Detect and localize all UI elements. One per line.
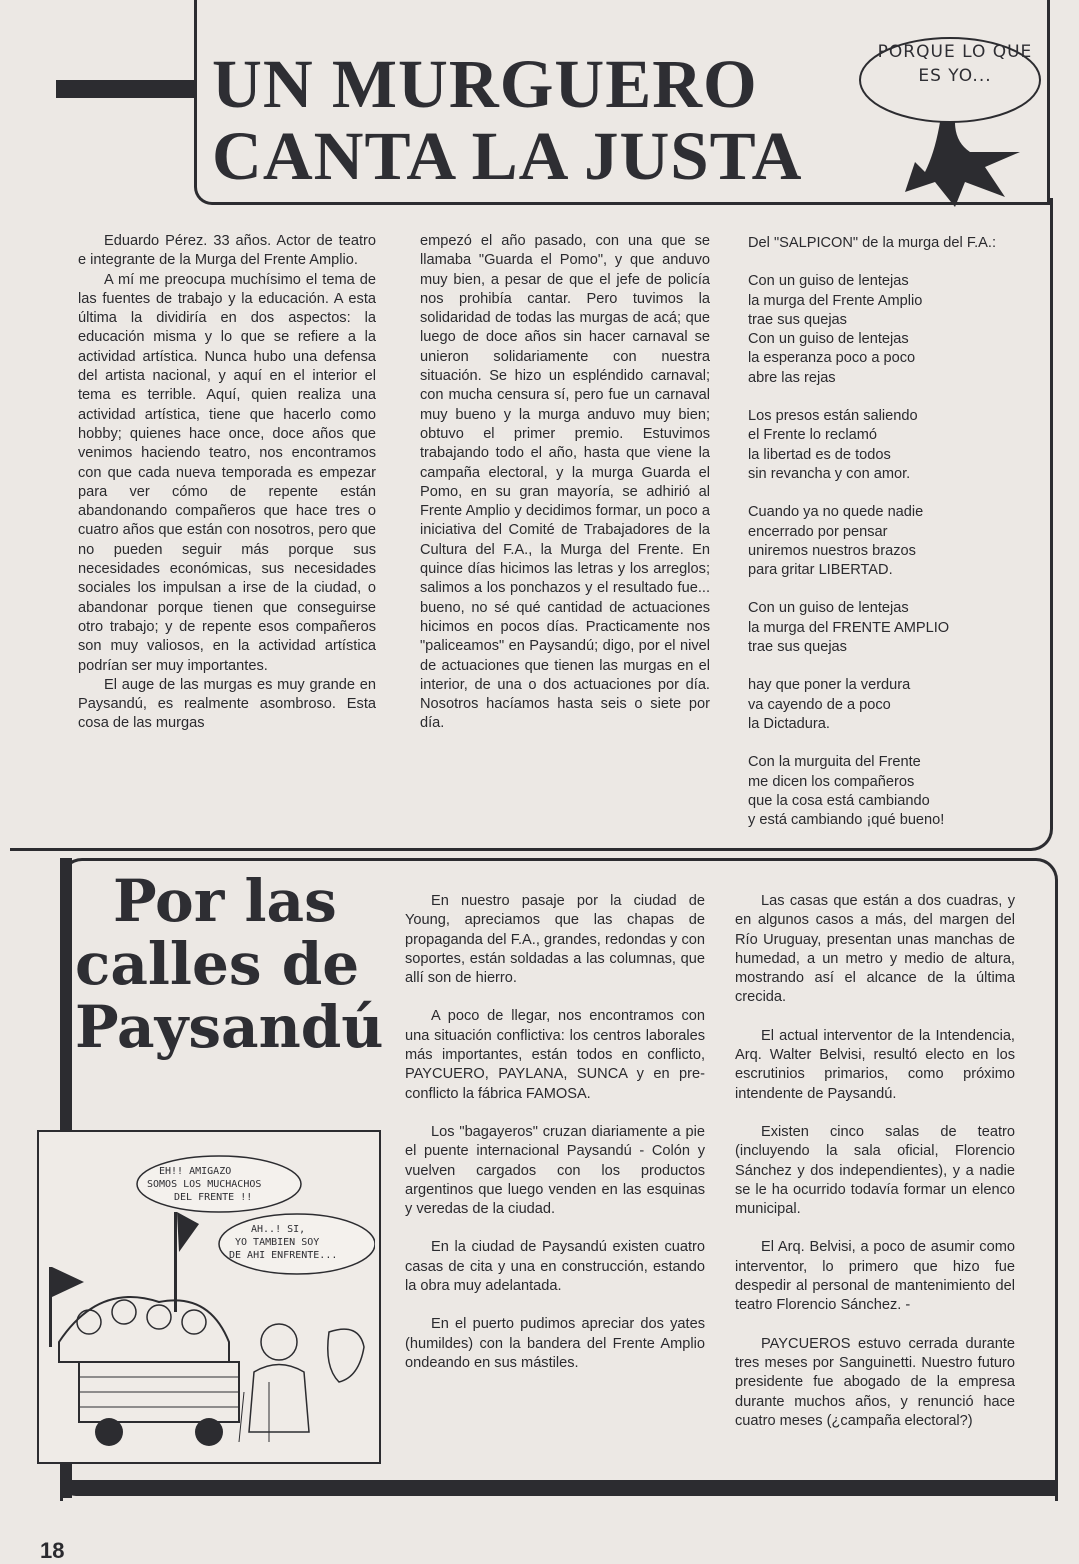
paragraph: El Arq. Belvisi, a poco de asumir como interventor, lo primero que hizo fue despedir al personal de mantenimiento del teatro Florencio Sánchez. -: [735, 1239, 1015, 1314]
cartoon-drawing-icon: [39, 1132, 375, 1458]
paragraph: Eduardo Pérez. 33 años. Actor de teatro e integrante de la Murga del Frente Amplio.: [78, 233, 376, 269]
paragraph: En el puerto pudimos apreciar dos yates (humildes) con la bandera del Frente Amplio ondeando en sus mástiles.: [405, 1316, 705, 1371]
article-column-2: [420, 232, 710, 734]
paragraph: En la ciudad de Paysandú existen cuatro casas de cita y una en construcción, estando la obra muy adelantada.: [405, 1239, 705, 1295]
bubble-text: PORQUE LO QUE ES YO...: [877, 42, 1033, 86]
paragraph: Existen cinco salas de teatro (incluyendo la sala oficial, Florencio Sánchez y dos independientes), y a nadie se le ha ocurrido todavía formar un elenco municipal.: [735, 1123, 1015, 1218]
cartoon-illustration: [37, 1130, 381, 1464]
paragraph: El actual interventor de la Intendencia, Arq. Walter Belvisi, resultó electo en los escrutinios primarios, como próximo intendente de Paysandú.: [735, 1027, 1015, 1102]
paragraph: A mí me preocupa muchísimo el tema de las fuentes de trabajo y la educación. A esta última la dividiría en dos aspectos: la educación misma y lo que se refiere a la actividad artística. Nunca hubo una defensa del artista nacional, y aquí en el interior el tema es terrible. Aquí, quien realiza una actividad artística, tiene que hacerlo como hobby; quienes hace once, doce años que venimos haciendo teatro, nos encontramos con que cada nueva temporada es empezar para ver cómo de repente están abandonando compañeros que hace tres o cuatro años que están con nosotros, pero que no pueden seguir más porque sus necesidades económicas, sus necesidades sociales los impulsan a irse de la ciudad, o abandonar porque tienen que conseguirse otro trabajo; y de repente esos compañeros son muy valiosos, en la actividad artística podrían ser muy importantes.: [78, 271, 376, 674]
section-column-2: [405, 892, 705, 1392]
paragraph: El auge de las murgas es muy grande en Paysandú, es realmente asombroso. Esta cosa de las murgas: [78, 676, 376, 732]
article-column-1: [78, 232, 376, 734]
title-rule-left: [56, 80, 196, 98]
paragraph: PAYCUEROS estuvo cerrada durante tres meses por Sanguinetti. Nuestro futuro presidente fue abogado de la empresa durante muchos años, y renunció hace cuatro meses (¿campaña electoral?): [735, 1335, 1015, 1429]
section-title-line: Por las: [113, 867, 337, 935]
section-column-3: [735, 892, 1015, 1431]
section-rule-bottom: [60, 1480, 1055, 1496]
poem-stanza: Con un guiso de lentejas la murga del Frente Amplio trae sus quejas Con un guiso de lentejas la esperanza poco a poco abre las rejas: [748, 273, 923, 386]
paragraph: Los "bagayeros" cruzan diariamente a pie el puente internacional Paysandú - Colón y vuelven cargados con los productos argentinos que luego venden en las esquinas y veredas de la ciudad.: [405, 1123, 705, 1218]
section-title: [75, 867, 405, 1061]
poem-intro: Del "SALPICON" de la murga del F.A.:: [748, 235, 997, 251]
speech-line: DE AHI ENFRENTE...: [229, 1250, 338, 1261]
poem-stanza: Los presos están saliendo el Frente lo reclamó la libertad es de todos sin revancha y con amor.: [748, 408, 918, 482]
page-number: 18: [40, 1538, 65, 1563]
poem-stanza: Con la murguita del Frente me dicen los compañeros que la cosa está cambiando y está cambiando ¡qué bueno!: [748, 754, 945, 829]
section-title-line: Paysandú: [75, 993, 384, 1061]
poem-stanza: hay que poner la verdura va cayendo de a poco la Dictadura.: [748, 677, 911, 732]
speech-line: SOMOS LOS MUCHACHOS: [147, 1179, 262, 1190]
speech-line: YO TAMBIEN SOY: [235, 1237, 320, 1248]
speech-line: DEL FRENTE !!: [174, 1192, 253, 1203]
article-title: UN MURGUERO CANTA LA JUSTA: [212, 46, 803, 194]
section-title-line: calles de: [75, 930, 360, 998]
article-column-3: [748, 234, 1038, 849]
speech-line: EH!! AMIGAZO: [159, 1166, 232, 1177]
poem-stanza: Cuando ya no quede nadie encerrado por pensar uniremos nuestros brazos para gritar LIBERTAD.: [748, 504, 924, 579]
paragraph: En nuestro pasaje por la ciudad de Young, apreciamos que las chapas de propaganda del F.A., grandes, redondas y con soportes, están soldadas a las columnas, que allí son de hierro.: [405, 893, 705, 987]
paragraph: Las casas que están a dos cuadras, y en algunos casos a más, del margen del Río Uruguay, presentan unas manchas de humedad, a un metro y medio de altura, mostrando así el alcance de la última crecida.: [735, 893, 1015, 1006]
paragraph: empezó el año pasado, con una que se llamaba "Guarda el Pomo", y que anduvo muy bien, a pesar de que el jefe de policía nos prohibía cantar. Pero tuvimos la solidaridad de todas las murgas de acá; que luego de doce años sin hacer carnaval se unieron solidariamente con nuestra situación. Se hizo un espléndido carnaval; con mucha censura sí, pero fue un carnaval muy bueno y la murga anduvo muy bien; obtuvo el primer premio. Estuvimos trabajando todo el año, hasta que viene la campaña electoral, y la murga Guarda el Pomo, en su gran mayoría, se adhirió al Frente Amplio y decidimos formar, un poco a iniciativa del Comité de Trabajadores de la Cultura del F.A., la Murga del Frente. En quince días hicimos las letras y los arreglos; salimos a los ponchazos y el resultado fue... bueno, no sé qué cantidad de actuaciones hicimos en pocos días. Practicamente nos "paliceamos" en Paysandú; digo, por el nivel de actuaciones que tienen las murgas en el interior, de una o dos actuaciones por día. Nosotros hacíamos hasta seis o siete por día.: [420, 233, 710, 732]
paragraph: A poco de llegar, nos encontramos con una situación conflictiva: los centros laborales más importantes, están todos en conflicto, PAYCUERO, PAYLANA, SUNCA y en pre-conflicto la fábrica FAMOSA.: [405, 1008, 705, 1102]
speech-line: AH..! SI,: [251, 1224, 306, 1235]
poem-stanza: Con un guiso de lentejas la murga del FRENTE AMPLIO trae sus quejas: [748, 600, 950, 656]
